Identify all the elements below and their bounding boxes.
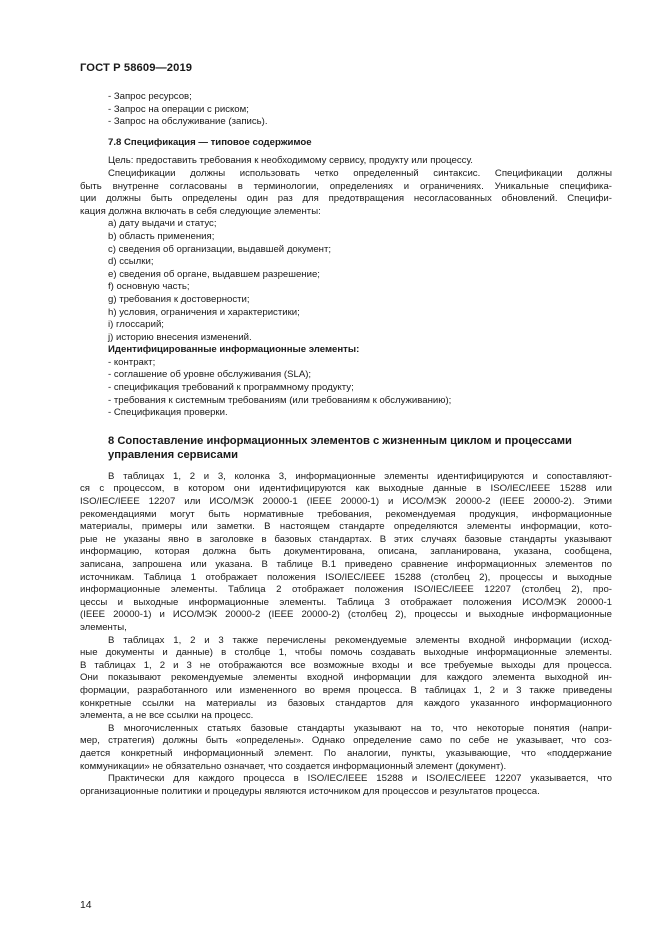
paragraph-line: ISO/IEC/IEEE 12207 или ИСО/МЭК 20000-1 (IEEE 20000-1) и ИСО/МЭК 20000-2 (IEEE 20000-2). Этими [80,496,612,508]
page-content [80,91,612,798]
paragraph-line: записана, запрошена или указана. В таблице В.1 приведено сравнение информационных элементов по [80,559,612,570]
paragraph-line: ся с процессом, в котором они идентифицируются как выходные данные в ISO/IEC/IEEE 15288 или [80,483,612,495]
section-8-paragraph-4 [80,773,612,798]
paragraph-line: источникам. Таблица 1 отображает положения ISO/IEC/IEEE 15288 (столбец 2), процессы и выходные [80,571,612,583]
list-item: g) требования к достоверности; [108,293,250,305]
paragraph-line: организационные политики и процедуры являются источником для процессов и результатов процесса. [80,785,540,797]
list-item: - Запрос ресурсов; [108,91,192,102]
paragraph-line: цессы и выходные информационные элементы. Таблица 3 отображает положения ИСО/МЭК 20000-1 [80,596,612,608]
section-7-8-paragraph [80,168,612,218]
paragraph-line: быть внутренне согласованы в терминологии, определениях и ограничениях. Уникальные специфика- [80,180,612,192]
list-item: - Запрос на операции с риском; [108,103,249,115]
list-item: - требования к системным требованиям (или требованиям к обслуживанию); [108,394,452,406]
paragraph-line: мер, стратегия) должны быть «определены». Однако определение само по себе не указывает, что соз- [80,735,612,747]
identified-elements-heading: Идентифицированные информационные элементы: [108,344,360,356]
paragraph-line: рекомендациями могут быть нормативные требования, рекомендуемая продукция, информационные [80,508,612,520]
paragraph-line: кация должна включать в себя следующие элементы: [80,205,321,217]
section-8-title-line: 8 Сопоставление информационных элементов с жизненным циклом и процессами [108,434,572,447]
paragraph-line: В таблицах 1, 2 и 3, колонка 3, информационные элементы идентифицируются и сопоставляют- [108,470,612,482]
paragraph-line: информацию, которая должна быть документирована, описана, запланирована, указана, сообщена, [80,546,612,558]
paragraph-line: дается конкретный информационный элемент. По аналогии, пункты, указывающие, что «поддержание [80,747,612,759]
list-item: - контракт; [108,356,156,368]
list-item: e) сведения об органе, выдавшем разрешение; [108,268,320,280]
intro-list [80,91,612,129]
paragraph-line: В многочисленных статьях базовые стандарты указывают на то, что некоторые понятия (напри- [108,722,612,734]
list-item: - Спецификация проверки. [108,407,228,419]
list-item: - соглашение об уровне обслуживания (SLA); [108,369,312,381]
list-item: i) глоссарий; [108,319,164,331]
section-8-paragraph-1 [80,471,612,635]
paragraph-line: элемента, а не все ссылки на процесс. [80,710,254,722]
paragraph-line: информационные элементы. Таблица 2 отображает положения ISO/IEC/IEEE 12207 (столбец 2), про- [80,584,612,596]
list-item: d) ссылки; [108,256,154,268]
section-7-8-title: 7.8 Спецификация — типовое содержимое [108,136,312,148]
specification-items [80,218,612,344]
section-8-paragraph-2 [80,635,612,723]
paragraph-line: элементы, [80,621,127,633]
paragraph-line: формации, разработанного или измененного во время процесса. В таблицах 1, 2 и 3 также приведены [80,684,612,696]
identified-elements-list [80,357,612,420]
paragraph-line: В таблицах 1, 2 и 3 также перечислены рекомендуемые элементы входной информации (исход- [108,634,612,646]
paragraph-line: Спецификации должны использовать четко определенный синтаксис. Спецификации должны [108,167,612,179]
list-item: a) дату выдачи и статус; [108,218,217,230]
paragraph-line: конкретные ссылки на материалы из базовых стандартов для каждого указанного информационного [80,697,612,709]
paragraph-line: Они показывают рекомендуемые элементы входной информации для каждого элемента выходной ин- [80,672,612,684]
list-item: h) условия, ограничения и характеристики; [108,306,300,318]
paragraph-line: ции должны быть определены один раз для предотвращения несогласованных обновлений. Специфи- [80,193,612,205]
list-item: - Запрос на обслуживание (запись). [108,116,268,128]
section-7-8-goal: Цель: предоставить требования к необходимому сервису, продукту или процессу. [108,155,473,167]
paragraph-line: ные документы и данные) в столбце 1, чтобы помочь создавать выходные информационные элементы. [80,647,612,659]
document-header: ГОСТ Р 58609—2019 [80,62,193,74]
list-item: f) основную часть; [108,281,190,293]
list-item: c) сведения об организации, выдавшей документ; [108,243,332,255]
paragraph-line: коммуникации» не обязательно означает, что создается информационный элемент (документ). [80,760,507,772]
paragraph-line: рые не указаны явно в заголовке в базовых стандартах. В этих случаях базовые стандарты указывают [80,533,612,545]
paragraph-line: материалы, примеры или заметки. В настоящем стандарте определяются элементы информации, кото- [80,521,612,533]
section-8-title [80,434,612,463]
section-8-title-line: управления сервисами [108,449,238,462]
list-item: b) область применения; [108,230,215,242]
paragraph-line: В таблицах 1, 2 и 3 не отображаются все возможные входы и все требуемые выходы для процесса. [80,659,612,671]
list-item: - спецификация требований к программному продукту; [108,382,354,394]
list-item: j) историю внесения изменений. [108,331,252,343]
page-number: 14 [80,900,92,911]
paragraph-line: Практически для каждого процесса в ISO/IEC/IEEE 15288 и ISO/IEC/IEEE 12207 указывается, что [108,773,612,785]
paragraph-line: (IEEE 20000-1) и ИСО/МЭК 20000-2 (IEEE 20000-2) (столбец 2), процессы и выходные информационные [80,609,612,621]
section-8-paragraph-3 [80,723,612,773]
